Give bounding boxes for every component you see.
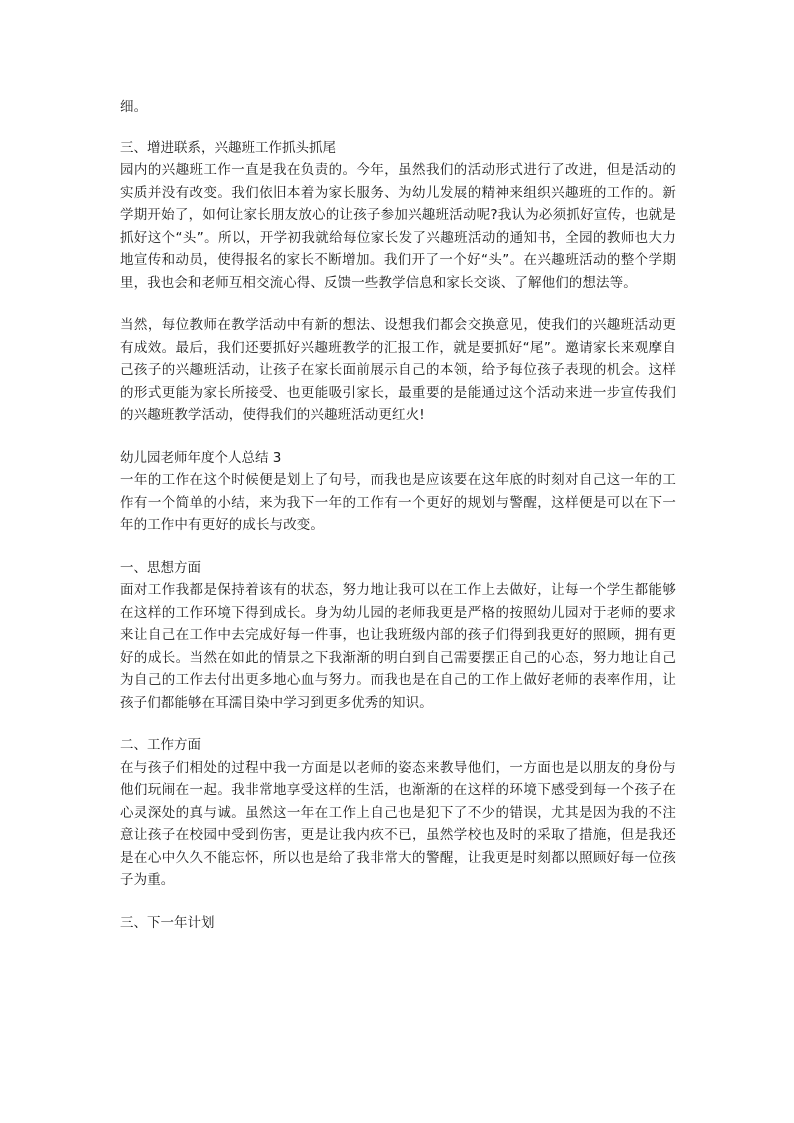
section-heading-contact: 三、增进联系，兴趣班工作抓头抓尾 xyxy=(120,139,336,156)
section-heading-next-year: 三、下一年计划 xyxy=(120,914,215,931)
document-page xyxy=(120,96,676,934)
paragraph-interest-class-1: 园内的兴趣班工作一直是我在负责的。今年，虽然我们的活动形式进行了改进，但是活动的实质并没有改变。我们依旧本着为家长服务、为幼儿发展的精神来组织兴趣班的工作的。新学期开始了，如何让家长朋友放心的让孩子参加兴趣班活动呢?我认为必须抓好宣传，也就是抓好这个“头”。所以，开学初我就给每位家长发了兴趣班活动的通知书，全园的教师也大力地宣传和动员，使得报名的家长不断增加。我们开了一个好“头”。在兴趣班活动的整个学期里，我也会和老师互相交流心得、反馈一些教学信息和家长交谈、了解他们的想法等。 xyxy=(120,162,676,291)
paragraph-thought: 面对工作我都是保持着该有的状态，努力地让我可以在工作上去做好，让每一个学生都能够在这样的工作环境下得到成长。身为幼儿园的老师我更是严格的按照幼儿园对于老师的要求来让自己在工作中去完成好每一件事，也让我班级内部的孩子们得到我更好的照顾，拥有更好的成长。当然在如此的情景之下我渐渐的明白到自己需要摆正自己的心态，努力地让自己为自己的工作去付出更多地心血与努力。而我也是在自己的工作上做好老师的表率作用，让孩子们都能够在耳濡目染中学习到更多优秀的知识。 xyxy=(120,582,676,711)
section-heading-thought: 一、思想方面 xyxy=(120,559,201,576)
paragraph-continuation: 细。 xyxy=(120,99,148,115)
section-heading-work: 二、工作方面 xyxy=(120,737,201,753)
paragraph-work: 在与孩子们相处的过程中我一方面是以老师的姿态来教导他们，一方面也是以朋友的身份与他们玩闹在一起。我非常地享受这样的生活，也渐渐的在这样的环境下感受到每一个孩子在心灵深处的真与诚。虽然这一年在工作上自己也是犯下了不少的错误，尤其是因为我的不注意让孩子在校园中受到伤害，更是让我内疚不已，虽然学校也及时的采取了措施，但是我还是在心中久久不能忘怀，所以也是给了我非常大的警醒，让我更是时刻都以照顾好每一位孩子为重。 xyxy=(120,759,676,888)
document-title-summary-3: 幼儿园老师年度个人总结 3 xyxy=(120,449,282,466)
paragraph-interest-class-2: 当然，每位教师在教学活动中有新的想法、设想我们都会交换意见，使我们的兴趣班活动更有成效。最后，我们还要抓好兴趣班教学的汇报工作，就是要抓好“尾”。邀请家长来观摩自己孩子的兴趣班活动，让孩子在家长面前展示自己的本领，给予每位孩子表现的机会。这样的形式更能为家长所接受、也更能吸引家长，最重要的是能通过这个活动来进一步宣传我们的兴趣班教学活动，使得我们的兴趣班活动更红火! xyxy=(120,317,676,423)
paragraph-intro: 一年的工作在这个时候便是划上了句号，而我也是应该要在这年底的时刻对自己这一年的工作有一个简单的小结，来为我下一年的工作有一个更好的规划与警醒，这样便是可以在下一年的工作中有更好的成长与改变。 xyxy=(120,472,676,533)
